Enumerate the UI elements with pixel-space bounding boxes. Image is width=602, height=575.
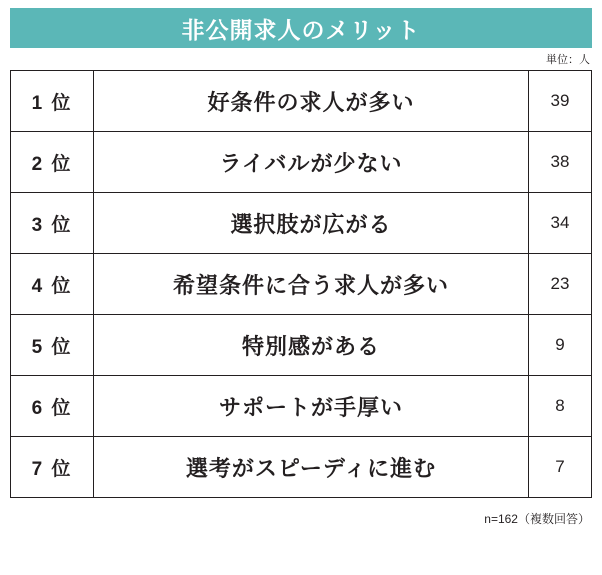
value-cell: 34	[529, 193, 592, 254]
rank-cell: 3 位	[11, 193, 94, 254]
rank-cell: 7 位	[11, 437, 94, 498]
label-cell: サポートが手厚い	[94, 376, 529, 437]
value-cell: 7	[529, 437, 592, 498]
table-row	[11, 193, 592, 254]
footnote-row	[10, 498, 592, 538]
table-row	[11, 315, 592, 376]
label-cell: 希望条件に合う求人が多い	[94, 254, 529, 315]
value-cell: 39	[529, 71, 592, 132]
table-row	[11, 132, 592, 193]
value-cell: 8	[529, 376, 592, 437]
unit-label: 単位：人	[546, 54, 590, 66]
rank-cell: 4 位	[11, 254, 94, 315]
rank-cell: 1 位	[11, 71, 94, 132]
value-cell: 9	[529, 315, 592, 376]
page-title: 非公開求人のメリット	[181, 16, 421, 43]
table-row	[11, 376, 592, 437]
table-row	[11, 437, 592, 498]
label-cell: 選択肢が広がる	[94, 193, 529, 254]
label-cell: 特別感がある	[94, 315, 529, 376]
rank-cell: 2 位	[11, 132, 94, 193]
label-cell: 選考がスピーディに進む	[94, 437, 529, 498]
chart-title-bar	[10, 8, 592, 48]
label-cell: ライバルが少ない	[94, 132, 529, 193]
sample-size-note: n=162（複数回答）	[484, 511, 590, 526]
value-cell: 23	[529, 254, 592, 315]
table-row	[11, 254, 592, 315]
ranking-table	[10, 70, 592, 498]
rank-cell: 6 位	[11, 376, 94, 437]
rank-cell: 5 位	[11, 315, 94, 376]
unit-row	[10, 48, 592, 70]
value-cell: 38	[529, 132, 592, 193]
table-row	[11, 71, 592, 132]
label-cell: 好条件の求人が多い	[94, 71, 529, 132]
